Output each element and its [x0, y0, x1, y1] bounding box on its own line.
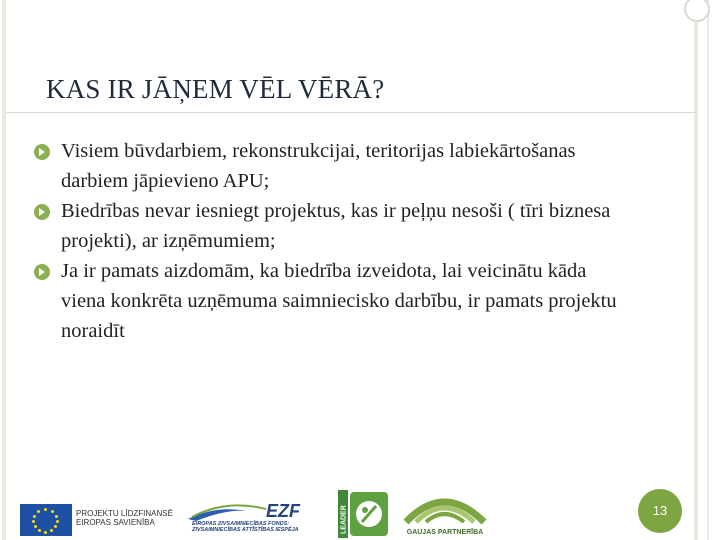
ezf-caption-line: EIROPAS ZIVSAIMNIECĪBAS FONDS:: [192, 521, 290, 527]
page-number-badge: 13: [638, 489, 682, 533]
ezf-caption-line: ZIVSAIMNIECĪBAS ATTĪSTĪBAS IESPĒJA: [192, 527, 299, 533]
bullet-text: Visiem būvdarbiem, rekonstrukcijai, teritorijas labiekārtošanas darbiem jāpievieno APU;: [61, 140, 576, 192]
eu-text-line: EIROPAS SAVIENĪBA: [76, 518, 155, 527]
ezf-caption: [192, 521, 299, 533]
right-frame-line: [707, 0, 709, 540]
bullet-text: Biedrības nevar iesniegt projektus, kas ir peļņu nesoši ( tīri biznesa projekti), ar izņēmumiem;: [61, 200, 611, 252]
green-arrow-bullet-icon: [34, 204, 50, 220]
eu-text-line: PROJEKTU LĪDZFINANSĒ: [76, 509, 173, 518]
gaujas-partneriba-logo: [398, 488, 492, 538]
leader-logo: [338, 490, 390, 538]
bullet-item: [34, 256, 634, 346]
eu-cofinancing-text: [76, 509, 173, 527]
eu-flag-logo: [20, 504, 72, 536]
green-arrow-bullet-icon: [34, 144, 50, 160]
bullet-text: Ja ir pamats aizdomām, ka biedrība izveidota, lai veicinātu kāda viena konkrēta uzņēmuma saimniecisko darbību, ir pamats projektu noraidīt: [61, 260, 617, 342]
slide-title: KAS IR JĀŅEM VĒL VĒRĀ?: [46, 74, 385, 104]
left-frame-bar: [2, 0, 6, 540]
bullet-list: [34, 136, 634, 346]
ezf-name-label: EZF: [266, 501, 300, 521]
green-arrow-bullet-icon: [34, 264, 50, 280]
title-divider: [6, 112, 696, 113]
right-frame-bar: [694, 0, 698, 540]
leader-label: LEADER: [340, 505, 348, 534]
gaujas-label: GAUJAS PARTNERĪBA: [406, 529, 484, 536]
bullet-item: [34, 136, 634, 196]
bullet-item: [34, 196, 634, 256]
